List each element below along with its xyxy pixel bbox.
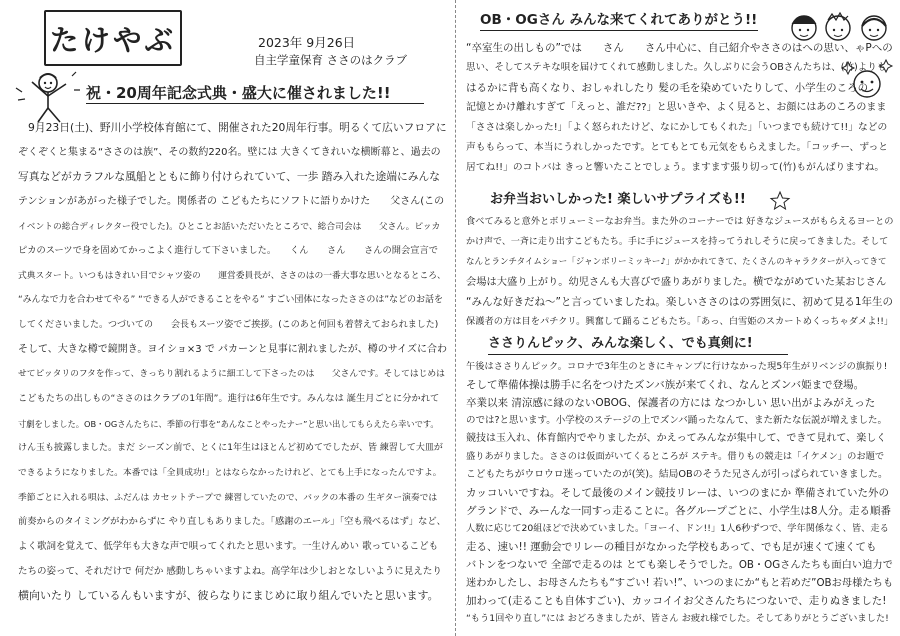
body-line: こどもたちの出しもの“ささのはクラブの1年間”。進行は6年生です。みんなは 誕生月ごとに分かれて bbox=[18, 393, 440, 405]
logo-title: たけやぶ bbox=[50, 23, 176, 57]
body-line: 居てね!!」のコトバは きっと響いたことでしょう。ますます張り切って(竹)もがんばりますね。 bbox=[466, 162, 885, 173]
body-line: イベントの総合ディレクター役でした)。ひとことお話いただいたところで、総合司会は 父さん。ピッカ bbox=[18, 221, 441, 232]
sasarinpic-subheading: ささりんピック、みんな楽しく、でも真剣に! bbox=[488, 334, 788, 355]
newsletter-logo bbox=[44, 10, 182, 66]
body-line: 式典スタート。いつもはきれい目でシャツ姿の 運営委員長が、ささのはの一番大事な思いとなるところ、 bbox=[18, 270, 446, 281]
body-line: ぞくぞくと集まる“ささのは族”、その数約220名。壁には 大きくてきれいな横断幕と、過去の bbox=[18, 146, 441, 158]
body-line: せてピッタリのフタを作って、きっちり割れるように細工して下さったのは 父さんです。そしてはじめは bbox=[18, 369, 445, 380]
body-line: グランドで、みーんな一同すっ走ることに。各グループごとに、小学生は8人分。走る順番 bbox=[466, 505, 891, 517]
body-line: そして、大きな樽で鏡開き。ヨイショ×3 で パカーンと見事に割れましたが、樽のサイズに合わ bbox=[18, 343, 447, 355]
body-line: 横向いたり しているんもいますが、彼らなりにまじめに取り組んでいたと思います。 bbox=[18, 589, 439, 603]
body-line: 盛りあがりました。ささのは仮面がいてくるところが ステキ。借りもの競走は「イケメン」のお題で bbox=[466, 451, 885, 462]
star-doodle-icon bbox=[768, 190, 792, 210]
body-line: “みんなで力を合わせてやる” “できる人ができることをやる” すごい団体になったささのは”などのお話を bbox=[18, 295, 444, 306]
body-line: よく歌詞を覚えて、低学年も大きな声で唄ってくれたと思います。一生けんめい 歌っているこども bbox=[18, 540, 439, 552]
body-line: 走る、速い!! 運動会でリレーの種目がなかった学校もあって、でも足が速くて速くても bbox=[466, 541, 877, 553]
body-line: けん玉も披露しました。まだ シーズン前で、とくに1年生はほとんど初めてでしたが、皆 練習して大皿が bbox=[18, 443, 443, 454]
body-line: なんとランチタイムショー「ジャンボリーミッキー♪」がかかれてきて、たくさんのキャラクターが入ってきて bbox=[466, 257, 887, 267]
body-line: できるようになりました。本番では「全員成功!」とはならなかったけれど、とても上手になったんですよ。 bbox=[18, 467, 442, 478]
body-line: ピカのスーツで身を固めてかっこよく進行して下さいました。 くん さん さんの開会宣言で bbox=[18, 245, 439, 257]
body-line: 加わって(走ることも自体すごい)、カッコイイお父さんたちにつないで、走りぬきました! bbox=[466, 595, 887, 607]
body-line: 声ももらって、本当にうれしかったです。とてもとても元気をもらえました。「コッチー、ずっと bbox=[466, 142, 888, 153]
body-line: 「ささは楽しかった!」「よく怒られたけど、なにかしてもくれた」「いつまでも続けて!!」などの bbox=[466, 122, 888, 133]
sasarinpic-article-body bbox=[466, 358, 894, 628]
body-line: 会場は大盛り上がり。幼児さんも大喜びで盛りあがりました。横でながめていた某おじさん bbox=[466, 276, 887, 288]
body-line: 迷わかしたし、お母さんたちも“すごい! 若い!”、いつのまにか“もと若めだ”OBお母様たちも bbox=[466, 577, 894, 589]
body-line: 前奏からのタイミングがわからずに やり直しもありました。「感謝のエール」「空も飛べるはず」など、 bbox=[18, 516, 446, 528]
left-article-body bbox=[18, 116, 448, 609]
body-line: はるかに背も高くなり、おしゃれしたり 髪の毛を染めていたりして、小学生のころの bbox=[466, 82, 869, 94]
body-line: そして準備体操は勝手に名をつけたズンバ族が来てくれ、なんとズンバ姫まで登場。 bbox=[466, 379, 865, 391]
body-line: のでは?と思います。小学校のステージの上でズンバ踊ったなんて、また新たな伝説が増えました。 bbox=[466, 415, 888, 426]
body-line: 食べてみると意外とボリューミーなお弁当。また外のコーナーでは 好きなジュースがもらえるヨーとの bbox=[466, 216, 894, 227]
body-line: 人数に応じて20組ほどで決めていました。「ヨーイ、ドン!!」1人6秒ずつで、学年関係なく、皆、走る bbox=[466, 523, 889, 534]
body-line: バトンをつないで 全部で走るのは とても楽しそうでした。OB・OGさんたちも面白い迫力で bbox=[466, 559, 893, 571]
bento-subheading: お弁当おいしかった! 楽しいサプライズも!! bbox=[490, 192, 746, 207]
body-line: カッコいいですね。そして最後のメイン競技リレーは、いつのまにか 準備されていた外の bbox=[466, 487, 890, 499]
bento-article-body bbox=[466, 212, 894, 332]
body-line: してくださいました。つづいての 会長もスーツ姿でご挨拶。(このあと何回も着替えておられました) bbox=[18, 320, 439, 331]
ob-og-article-body bbox=[466, 38, 894, 178]
body-line: 卒業以来 清涼感に縁のないOBOG、保護者の方には なつかしい 思い出がよみがえった bbox=[466, 397, 876, 409]
body-line: 寸劇をしました。OB・OGさんたちに、季節の行事を“あんなことやったナー”と思い出してもらえたら幸いです。 bbox=[18, 418, 439, 429]
body-line: 季節ごとに入れる唄は、ふだんは カセットテープで 練習していたので、バックの本番の 生ギター演奏では bbox=[18, 492, 438, 503]
body-line: テンションがあがった様子でした。関係者の こどもたちにソフトに語りかけた 父さん(この bbox=[18, 195, 445, 207]
body-line: たちの姿って、それだけで 何だか 感動しちゃいますよね。高学年は少しおとなしいように見えたり bbox=[18, 565, 442, 577]
body-line: こどもたちがウロウロ迷っていたのが(笑)。結局OBのそうた兄さんが引っぱられていきました。 bbox=[466, 469, 888, 480]
body-line: 競技は玉入れ、体育館内でやりましたが、かえってみんなが集中して、できて見れて、楽しく bbox=[466, 433, 887, 444]
body-line: かけ声で、一斉に走り出すこどもたち。手に手にジュースを持ってうれしそうに戻ってきました。そして bbox=[466, 237, 889, 247]
body-line: 午後はささりんピック。コロナで3年生のときにキャンプに行けなかった現5年生がリベンジの旗振り! bbox=[466, 361, 888, 372]
body-line: “みんな好きだね〜”と言っていましたね。楽しいささのはの雰囲気に、初めて見る1年生の bbox=[466, 296, 894, 308]
body-line: “もう1回やり直し”には おどろきましたが、皆さん お疲れ様でした。そしてありがとうございました! bbox=[466, 613, 889, 624]
body-line: “卒室生の出しもの”では さん さん中心に、自己紹介やささのはへの思い、ゃPへの bbox=[466, 42, 893, 54]
issue-date: 2023年 9月26日 bbox=[258, 35, 356, 50]
ob-og-heading: OB・OGさん みんな来てくれてありがとう!! bbox=[480, 11, 758, 31]
body-line: 9月23日(土)、野川小学校体育館にて、開催された20周年行事。明るくて広いフロアに bbox=[28, 121, 447, 134]
body-line: 保護者の方は目をパチクリ。興奮して踊るこどもたち。「あっ、白雪姫のスカートめくっちゃダメよ!!」 bbox=[466, 316, 894, 327]
column-divider bbox=[455, 0, 456, 636]
body-line: 写真などがカラフルな風船とともに飾り付けられていて、一歩 踏み入れた途端にみんな bbox=[18, 170, 441, 184]
main-heading: 祝・20周年記念式典・盛大に催されました!! bbox=[86, 83, 424, 104]
body-line: 記憶とかけ離れすぎて「えっと、誰だ??」と思いきや、よく見ると、お顔にはあのころのまま bbox=[466, 102, 887, 113]
body-line: 思い、そしてステキな唄を届けてくれて感動しました。久しぶりに会うOBさんたちは、(竹)よりも bbox=[466, 62, 887, 73]
club-name: 自主学童保育 ささのはクラブ bbox=[254, 53, 408, 67]
